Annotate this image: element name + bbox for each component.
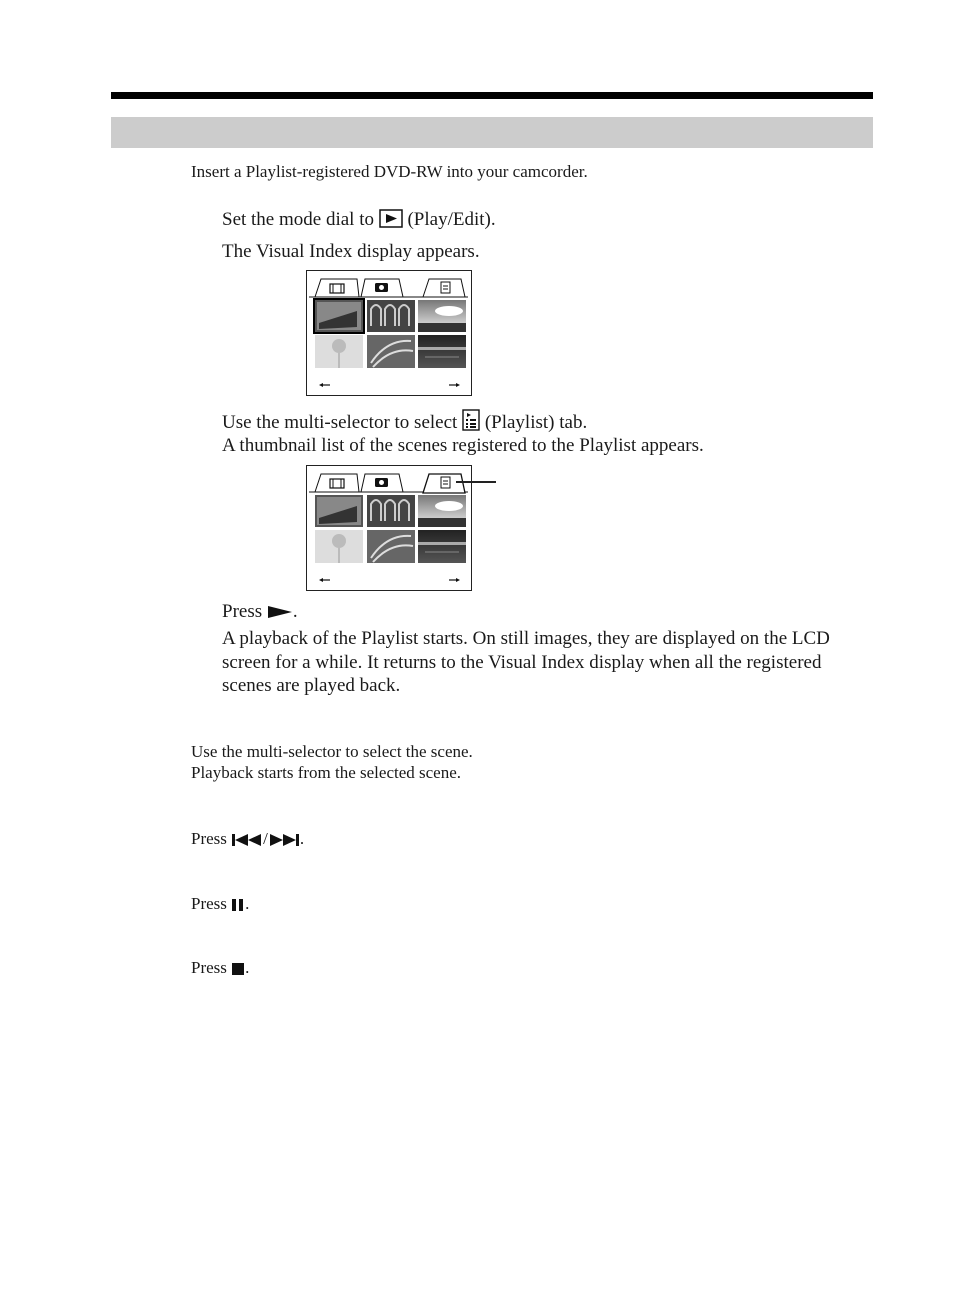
select-scene-line-1: Use the multi-selector to select the scene. xyxy=(191,742,473,761)
step-2-instruction xyxy=(222,409,587,437)
visual-index-screen xyxy=(306,270,472,396)
callout-line xyxy=(456,481,496,483)
play-mode-icon xyxy=(379,209,403,234)
thumbnail-1[interactable] xyxy=(314,299,364,333)
step-3-result: A playback of the Playlist starts. On still images, they are displayed on the LCD screen for a while. It returns to the Visual Index display when all the registered scenes are played back. xyxy=(222,628,830,696)
playlist-tab-icon xyxy=(441,477,450,488)
step-1-instruction xyxy=(222,208,496,234)
thumbnail-5[interactable] xyxy=(367,530,415,563)
thumbnail-5[interactable] xyxy=(367,335,415,368)
thumbnail-2[interactable] xyxy=(367,300,415,332)
next-page-arrow[interactable] xyxy=(449,383,460,387)
playlist-screen xyxy=(306,465,472,591)
stop-before: Press xyxy=(191,958,227,977)
step-1-result: The Visual Index display appears. xyxy=(222,241,480,262)
play-icon xyxy=(267,603,293,626)
step-3-after: . xyxy=(292,601,298,622)
prev-page-arrow[interactable] xyxy=(319,578,330,582)
previous-icon xyxy=(231,831,263,852)
step-3-before: Press xyxy=(222,601,263,622)
skip-before: Press xyxy=(191,829,227,848)
tab-still[interactable] xyxy=(361,474,403,492)
tab-movie[interactable] xyxy=(315,279,359,297)
thumbnail-4[interactable] xyxy=(315,335,363,368)
thumbnail-3[interactable] xyxy=(418,495,466,527)
step-2-after: (Playlist) tab. xyxy=(484,412,588,433)
playlist-tab-icon xyxy=(441,282,450,293)
step-2-before: Use the multi-selector to select xyxy=(222,412,458,433)
pause-after: . xyxy=(245,894,250,913)
pause-instruction xyxy=(191,893,249,917)
playlist-icon xyxy=(462,409,480,437)
step-1-after: (Play/Edit). xyxy=(407,209,496,230)
stop-icon xyxy=(231,960,245,981)
header-rule xyxy=(111,92,873,99)
step-1-before: Set the mode dial to xyxy=(222,209,374,230)
tab-playlist-selected[interactable] xyxy=(423,474,465,493)
skip-instruction xyxy=(191,828,304,852)
tab-playlist[interactable] xyxy=(423,279,465,297)
stop-instruction xyxy=(191,957,249,981)
intro-text: Insert a Playlist-registered DVD-RW into your camcorder. xyxy=(191,162,588,181)
thumbnail-6[interactable] xyxy=(418,530,466,563)
select-scene-line-2: Playback starts from the selected scene. xyxy=(191,763,462,782)
skip-separator: / xyxy=(263,829,268,848)
section-title-band xyxy=(111,117,873,148)
step-2-result: A thumbnail list of the scenes registered to the Playlist appears. xyxy=(222,435,704,456)
thumbnail-2[interactable] xyxy=(367,495,415,527)
tab-movie[interactable] xyxy=(315,474,359,492)
thumbnail-6[interactable] xyxy=(418,335,466,368)
thumbnail-1[interactable] xyxy=(315,495,363,527)
pause-before: Press xyxy=(191,894,227,913)
prev-page-arrow[interactable] xyxy=(319,383,330,387)
stop-after: . xyxy=(245,958,250,977)
skip-after: . xyxy=(299,829,305,848)
next-page-arrow[interactable] xyxy=(449,578,460,582)
tab-still[interactable] xyxy=(361,279,403,297)
next-icon xyxy=(268,831,300,852)
pause-icon xyxy=(231,896,245,917)
step-3-instruction xyxy=(222,600,298,626)
thumbnail-3[interactable] xyxy=(418,300,466,332)
thumbnail-4[interactable] xyxy=(315,530,363,563)
